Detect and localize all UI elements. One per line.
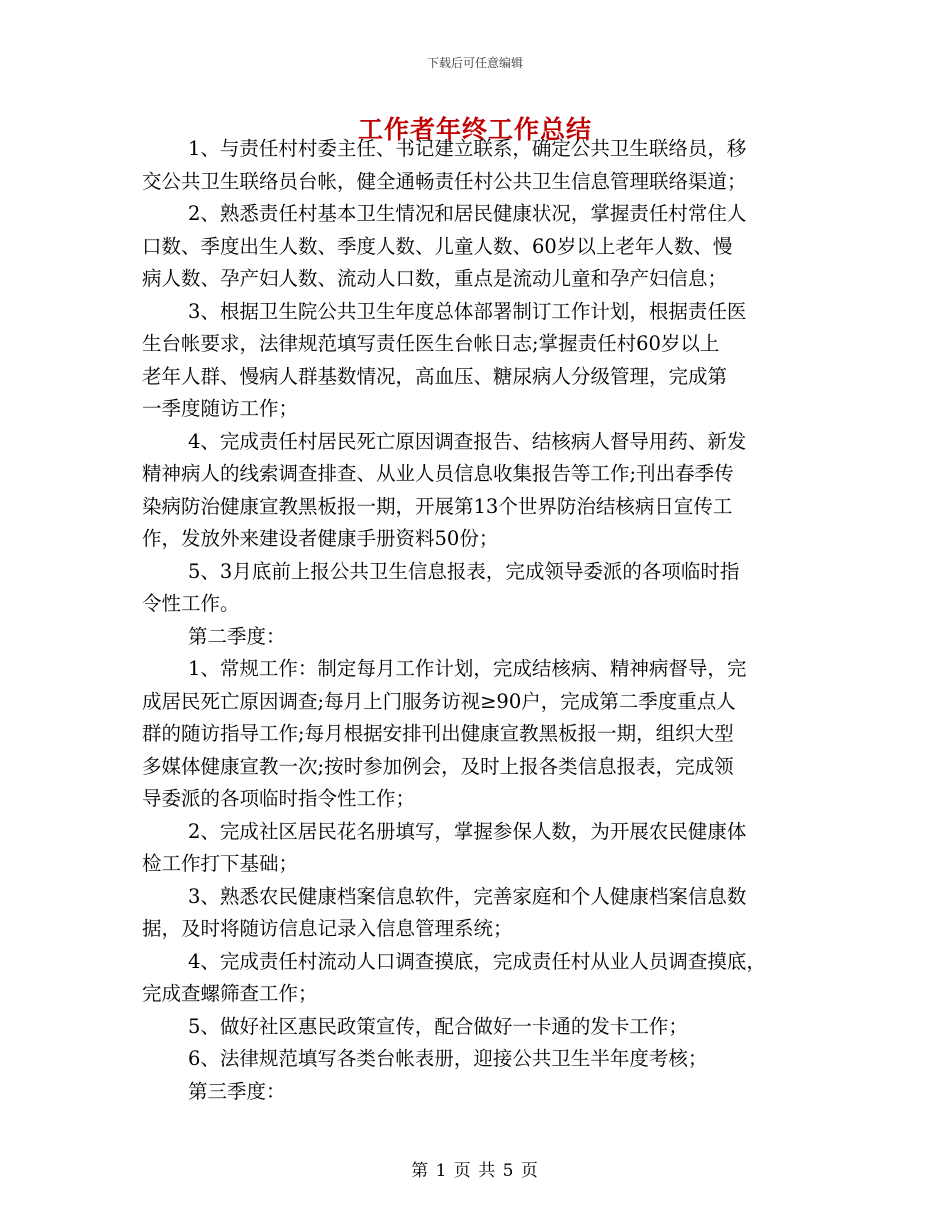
header-note: 下载后可任意编辑 <box>426 56 523 70</box>
body-line: 令性工作。 <box>142 592 240 615</box>
section-heading: 第二季度： <box>188 624 286 648</box>
body-line: 5、做好社区惠民政策宣传，配合做好一卡通的发卡工作； <box>188 1014 688 1038</box>
body-line: 生台帐要求，法律规范填写责任医生台帐日志;掌握责任村60岁以上 <box>142 332 720 355</box>
body-line: 3、根据卫生院公共卫生年度总体部署制订工作计划，根据责任医 <box>188 299 747 323</box>
body-line: 2、完成社区居民花名册填写，掌握参保人数，为开展农民健康体 <box>188 819 747 843</box>
body-line: 5、3月底前上报公共卫生信息报表，完成领导委派的各项临时指 <box>188 559 740 583</box>
body-line: 染病防治健康宣教黑板报一期，开展第13个世界防治结核病日宣传工 <box>142 494 733 518</box>
body-line: 口数、季度出生人数、季度人数、儿童人数、60岁以上老年人数、慢 <box>142 234 733 258</box>
body-line: 4、完成责任村流动人口调查摸底，完成责任村从业人员调查摸底， <box>188 949 766 973</box>
document-body <box>142 133 812 1108</box>
body-line: 完成查螺筛查工作； <box>142 982 318 1005</box>
body-line: 1、常规工作：制定每月工作计划，完成结核病、精神病督导，完 <box>188 657 747 680</box>
body-line: 病人数、孕产妇人数、流动人口数，重点是流动儿童和孕产妇信息； <box>142 267 728 290</box>
body-line: 4、完成责任村居民死亡原因调查报告、结核病人督导用药、新发 <box>188 429 747 453</box>
body-line: 6、法律规范填写各类台帐表册，迎接公共卫生半年度考核； <box>188 1047 708 1070</box>
body-line: 1、与责任村村委主任、书记建立联系，确定公共卫生联络员，移 <box>188 137 747 160</box>
body-line: 精神病人的线索调查排查、从业人员信息收集报告等工作;刊出春季传 <box>142 462 734 485</box>
page-footer: 第 1 页 共 5 页 <box>411 1161 539 1181</box>
body-line: 老年人群、慢病人群基数情况，高血压、糖尿病人分级管理，完成第 <box>142 364 728 388</box>
body-line: 检工作打下基础； <box>142 852 299 875</box>
body-line: 群的随访指导工作;每月根据安排刊出健康宣教黑板报一期，组织大型 <box>142 722 734 745</box>
body-line: 据，及时将随访信息记录入信息管理系统； <box>142 917 513 940</box>
body-line: 一季度随访工作； <box>142 397 299 420</box>
body-line: 导委派的各项临时指令性工作； <box>142 787 416 810</box>
document-title: 工作者年终工作总结 <box>357 115 592 144</box>
body-line: 交公共卫生联络员台帐，健全通畅责任村公共卫生信息管理联络渠道； <box>142 169 747 193</box>
section-heading: 第三季度： <box>188 1079 286 1103</box>
body-line: 作，发放外来建设者健康手册资料50份； <box>142 527 499 550</box>
body-line: 多媒体健康宣教一次;按时参加例会，及时上报各类信息报表，完成领 <box>142 754 734 778</box>
body-line: 3、熟悉农民健康档案信息软件，完善家庭和个人健康档案信息数 <box>188 884 747 908</box>
body-line: 2、熟悉责任村基本卫生情况和居民健康状况，掌握责任村常住人 <box>188 202 747 225</box>
body-line: 成居民死亡原因调查;每月上门服务访视≥90户，完成第二季度重点人 <box>142 689 736 713</box>
